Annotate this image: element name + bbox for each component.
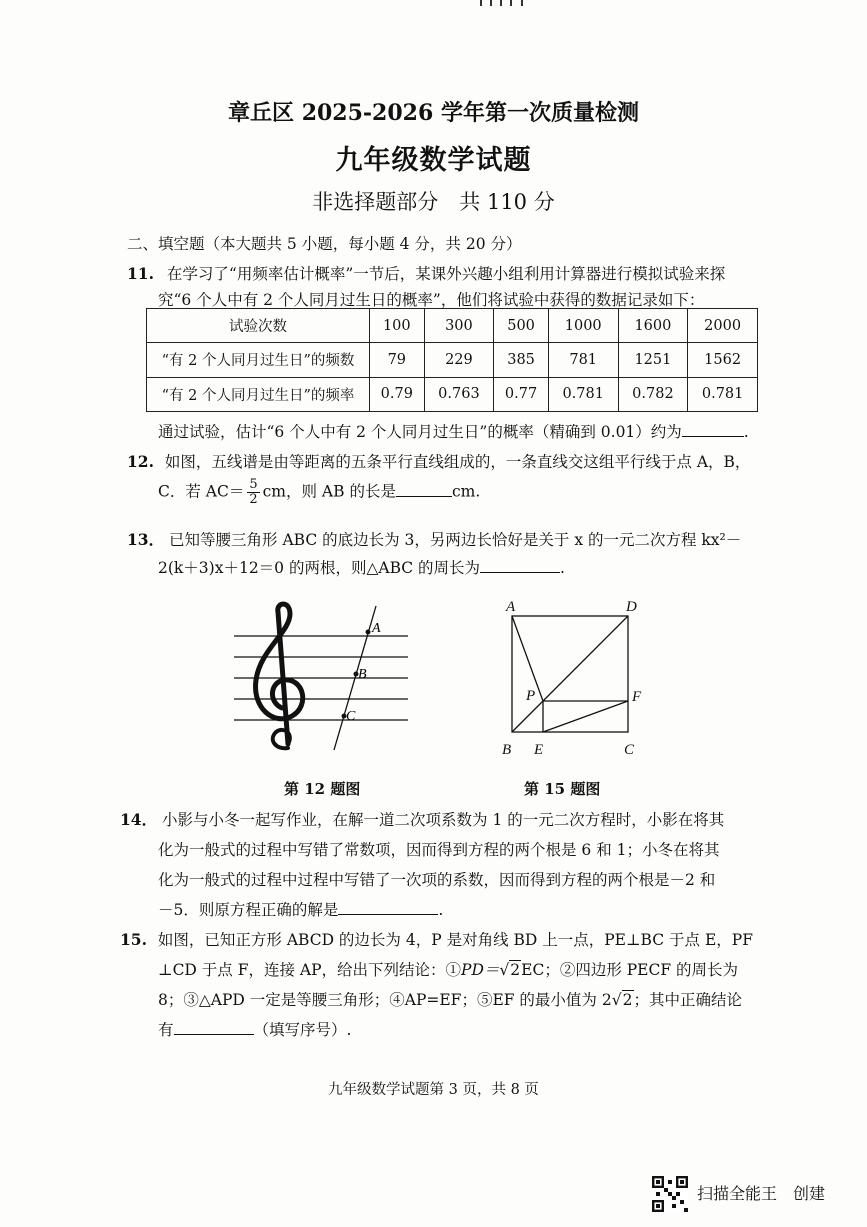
q11-table — [146, 308, 758, 412]
q14-number: 14． — [120, 810, 158, 829]
q15-formula-post: EC；②四边形 PECF 的周长为 — [521, 961, 739, 979]
top-mark — [480, 0, 524, 6]
q15-line2 — [158, 958, 738, 980]
q12-line1 — [127, 450, 750, 472]
q14-line1 — [120, 808, 724, 830]
label-a: A — [372, 621, 381, 636]
q12-fraction — [247, 478, 259, 507]
table-cell: 1251 — [618, 343, 688, 377]
q14-line4 — [158, 898, 443, 920]
table-cell: 1562 — [688, 343, 758, 377]
q15-number: 15. — [120, 930, 147, 949]
section-title: 非选择题部分 共 110 分 — [312, 190, 555, 214]
q15-sqrt-value: 2 — [510, 961, 521, 979]
q15-text3-post: ；其中正确结论 — [633, 991, 743, 1009]
q11-number: 11. — [127, 264, 154, 283]
table-cell: 0.781 — [688, 377, 758, 411]
q15-sqrt-value-2: 2 — [622, 991, 633, 1009]
table-cell: 79 — [370, 343, 425, 377]
page-footer: 九年级数学试题第 3 页，共 8 页 — [328, 1082, 539, 1098]
q14-line3: 化为一般式的过程中过程中写错了一次项的系数，因而得到方程的两个根是－2 和 — [158, 871, 716, 889]
table-row — [147, 377, 758, 411]
q11-line1 — [127, 262, 725, 284]
table-cell: 0.77 — [494, 377, 549, 411]
qr-code-icon — [652, 1176, 688, 1212]
table-cell: 0.781 — [548, 377, 618, 411]
table-cell: “有 2 个人同月过生日”的频数 — [147, 343, 370, 377]
q13-answer-blank — [480, 558, 560, 573]
label-f: F — [632, 689, 642, 705]
figure-12-caption: 第 12 题图 — [284, 780, 361, 798]
q15-text4-pre: 有 — [158, 1021, 174, 1039]
q13-text2: 2(k＋3)x＋12＝0 的两根，则△ABC 的周长为 — [158, 559, 481, 577]
q13-text1: 已知等腰三角形 ABC 的底边长为 3，另两边长恰好是关于 x 的一元二次方程 kx²－ — [169, 531, 742, 549]
table-cell: 1000 — [548, 309, 618, 343]
segment-ef — [543, 701, 628, 732]
q12-line2 — [158, 478, 480, 507]
table-row — [147, 343, 758, 377]
q14-text1: 小影与小冬一起写作业，在解一道二次项系数为 1 的一元二次方程时，小影在将其 — [162, 811, 725, 829]
q11-answer-blank — [682, 422, 744, 437]
q14-line2: 化为一般式的过程中写错了常数项，因而得到方程的两个根是 6 和 1；小冬在将其 — [158, 841, 720, 859]
table-cell: 0.782 — [618, 377, 688, 411]
section2-heading: 二、填空题（本大题共 5 小题，每小题 4 分，共 20 分） — [127, 235, 522, 253]
table-cell: 试验次数 — [147, 309, 370, 343]
sqrt-icon: √ — [499, 961, 510, 979]
fraction-numerator: 5 — [249, 477, 258, 492]
q11-after-text: 通过试验，估计“6 个人中有 2 个人同月过生日”的概率（精确到 0.01）约为 — [158, 423, 682, 441]
exam-title: 章丘区 2025-2026 学年第一次质量检测 — [228, 100, 639, 126]
q12-text2-post: cm. — [451, 482, 481, 501]
figure-12-staff — [230, 598, 410, 758]
q11-end: . — [743, 423, 749, 441]
table-cell: 2000 — [688, 309, 758, 343]
sqrt-icon: √ — [611, 991, 622, 1009]
q12-text2-mid: cm，则 AB 的长是 — [262, 482, 396, 501]
figure-15-caption: 第 15 题图 — [524, 780, 601, 798]
exam-subject-title: 九年级数学试题 — [335, 145, 532, 176]
q14-answer-blank — [338, 900, 438, 915]
table-cell: 229 — [424, 343, 494, 377]
treble-clef-icon — [256, 604, 303, 748]
label-b: B — [502, 742, 512, 758]
q13-line1 — [127, 528, 741, 550]
table-cell: 0.763 — [424, 377, 494, 411]
q12-answer-blank — [396, 482, 452, 497]
q11-after — [158, 420, 749, 442]
table-cell: 0.79 — [370, 377, 425, 411]
q12-text1: 如图，五线谱是由等距离的五条平行直线组成的，一条直线交这组平行线于点 A，B， — [164, 453, 751, 471]
figure-15-square — [498, 598, 648, 763]
q15-answer-blank — [174, 1020, 254, 1035]
q15-line3 — [158, 988, 742, 1010]
q13-number: 13． — [127, 530, 165, 549]
label-p: P — [526, 688, 536, 704]
q15-text2: ⊥CD 于点 F，连接 AP，给出下列结论：① — [158, 961, 462, 979]
q11-text1: 在学习了“用频率估计概率”一节后，某课外兴趣小组利用计算器进行模拟试验来探 — [166, 265, 726, 283]
table-cell: 100 — [370, 309, 425, 343]
table-cell: “有 2 个人同月过生日”的频率 — [147, 377, 370, 411]
label-d: D — [626, 599, 637, 615]
q14-end: . — [438, 901, 444, 919]
q13-line2 — [158, 556, 565, 578]
q11-line2: 究“6 个人中有 2 个人同月过生日的概率”，他们将试验中获得的数据记录如下： — [158, 291, 705, 309]
q15-line1 — [120, 928, 753, 950]
table-cell: 500 — [494, 309, 549, 343]
scanner-watermark: 扫描全能王 创建 — [697, 1184, 826, 1203]
table-cell: 781 — [548, 343, 618, 377]
q15-formula-pre: PD＝ — [461, 961, 500, 979]
q15-text1: 如图，已知正方形 ABCD 的边长为 4，P 是对角线 BD 上一点，PE⊥BC 于点 E，PF — [157, 931, 753, 949]
q12-text2-pre: C．若 AC＝ — [158, 482, 245, 501]
table-cell: 300 — [424, 309, 494, 343]
table-cell: 1600 — [618, 309, 688, 343]
q15-line4 — [158, 1018, 351, 1040]
table-cell: 385 — [494, 343, 549, 377]
q15-text3-pre: 8；③△APD 一定是等腰三角形；④AP=EF；⑤EF 的最小值为 2 — [158, 991, 612, 1009]
label-a: A — [506, 599, 516, 615]
fraction-denominator: 2 — [249, 492, 258, 507]
diagonal-bd — [512, 616, 628, 732]
label-c: C — [624, 742, 635, 758]
label-b: B — [358, 667, 367, 682]
q13-end: . — [560, 559, 565, 577]
point-a — [366, 630, 371, 635]
label-c: C — [346, 709, 356, 724]
q12-number: 12. — [127, 452, 154, 471]
label-e: E — [534, 742, 544, 758]
q14-text4: －5．则原方程正确的解是 — [158, 901, 339, 919]
q15-text4-post: （填写序号）. — [253, 1021, 352, 1039]
table-row — [147, 309, 758, 343]
